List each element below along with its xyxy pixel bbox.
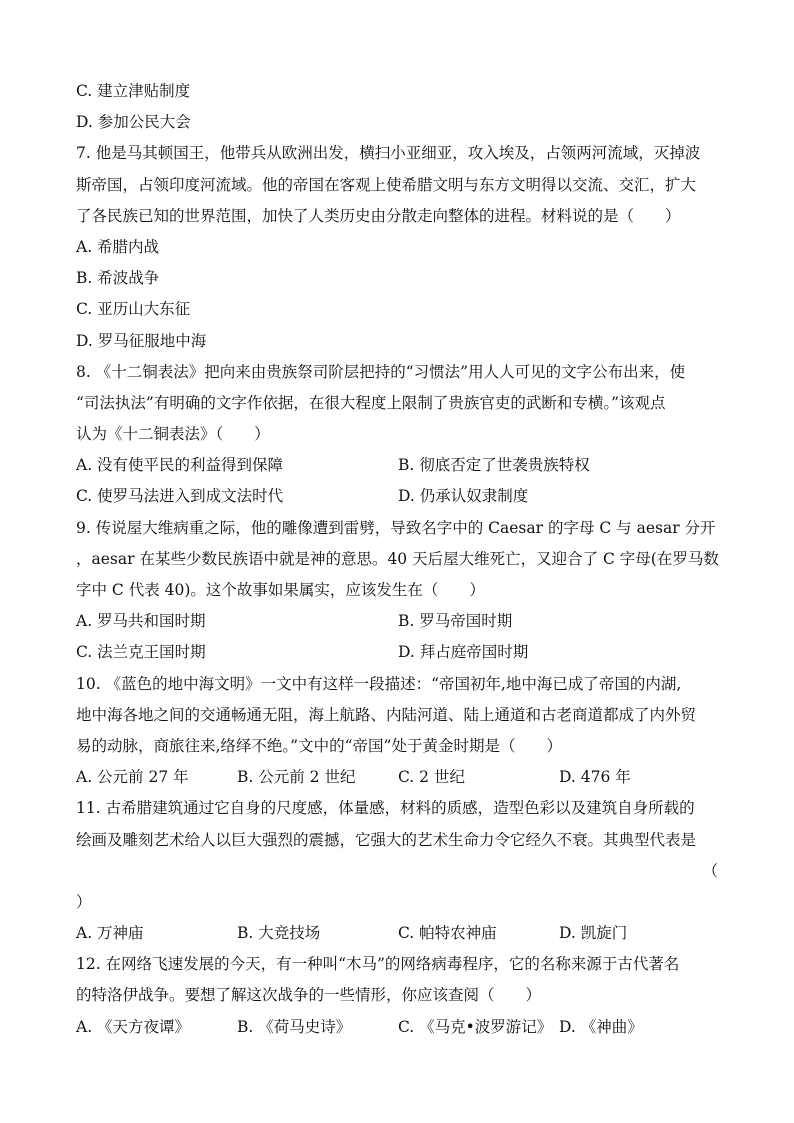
question-11: [76, 793, 718, 949]
q8-options-row: [76, 481, 718, 512]
q10-stem-line: 10. 《蓝色的地中海文明》一文中有这样一段描述：“帝国初年,地中海已成了帝国的内湖,: [76, 674, 682, 693]
question-8: [76, 357, 718, 513]
q11-answer-paren-open: （: [702, 861, 718, 880]
question-12: [76, 949, 718, 1043]
q10-option-a: A. 公元前 27 年: [76, 768, 189, 787]
q10-option-d: D. 476 年: [559, 768, 631, 787]
q10-stem-line: 易的动脉，商旅往来,络绎不绝。”文中的“帝国”处于黄金时期是（ ）: [76, 736, 562, 755]
q8-stem-line: “司法执法”有明确的文字作依据，在很大程度上限制了贵族官吏的武断和专横。”该观点: [76, 393, 666, 412]
q7-option-d: D. 罗马征服地中海: [76, 331, 207, 350]
q12-options-row: [76, 1012, 718, 1043]
question-7: [76, 138, 718, 356]
q9-option-c: C. 法兰克王国时期: [76, 643, 206, 662]
q8-stem-line: 认为《十二铜表法》（ ）: [76, 425, 270, 444]
q7-option-b: B. 希波战争: [76, 269, 160, 288]
q10-option-c: C. 2 世纪: [398, 768, 465, 787]
q9-stem-line: ，aesar 在某些少数民族语中就是神的意思。40 天后屋大维死亡，又迎合了 C 字母(在罗马数: [76, 549, 719, 568]
q8-option-d: D. 仍承认奴隶制度: [398, 487, 529, 506]
q12-option-b: B. 《荷马史诗》: [237, 1017, 352, 1036]
exam-page: [76, 76, 718, 1043]
q7-option-c: C. 亚历山大东征: [76, 300, 191, 319]
q7-stem-line: 斯帝国，占领印度河流域。他的帝国在客观上使希腊文明与东方文明得以交流、交汇，扩大: [76, 175, 697, 194]
question-9: [76, 513, 718, 669]
q9-option-a: A. 罗马共和国时期: [76, 612, 206, 631]
q10-stem-line: 地中海各地之间的交通畅通无阻，海上航路、内陆河道、陆上通道和古老商道都成了内外贸: [76, 705, 697, 724]
q10-option-b: B. 公元前 2 世纪: [237, 768, 356, 787]
q12-option-c: C. 《马克•波罗游记》: [398, 1017, 553, 1036]
q12-option-a: A. 《天方夜谭》: [76, 1017, 191, 1036]
q8-option-b: B. 彻底否定了世袭贵族特权: [398, 456, 590, 475]
q7-stem-line: 了各民族已知的世界范围，加快了人类历史由分散走向整体的进程。材料说的是（ ）: [76, 206, 681, 225]
q9-stem-line: 9. 传说屋大维病重之际，他的雕像遭到雷劈，导致名字中的 Caesar 的字母 C 与 aesar 分开: [76, 518, 716, 537]
q9-options-row: [76, 606, 718, 637]
q9-stem-line: 字中 C 代表 40)。这个故事如果属实，应该发生在（ ）: [76, 581, 485, 599]
q6-option-d: D. 参加公民大会: [76, 113, 191, 132]
q8-option-c: C. 使罗马法进入到成文法时代: [76, 487, 284, 506]
q12-option-d: D. 《神曲》: [559, 1017, 643, 1036]
question-10: [76, 669, 718, 794]
q12-stem-line: 12. 在网络飞速发展的今天，有一种叫“木马”的网络病毒程序，它的名称来源于古代著名: [76, 955, 680, 974]
q6-option-c: C. 建立津贴制度: [76, 82, 191, 100]
q11-option-c: C. 帕特农神庙: [398, 924, 497, 943]
q8-options-row: [76, 450, 718, 481]
q11-option-a: A. 万神庙: [76, 924, 144, 943]
q8-stem-line: 8. 《十二铜表法》把向来由贵族祭司阶层把持的“习惯法”用人人可见的文字公布出来，使: [76, 362, 686, 381]
q11-option-d: D. 凯旋门: [559, 924, 628, 943]
q10-options-row: [76, 762, 718, 793]
q11-stem-line: 绘画及雕刻艺术给人以巨大强烈的震撼，它强大的艺术生命力令它经久不衰。其典型代表是: [76, 830, 697, 849]
q11-stem-line: 11. 古希腊建筑通过它自身的尺度感，体量感，材料的质感，造型色彩以及建筑自身所载的: [76, 799, 695, 818]
q12-stem-line: 的特洛伊战争。要想了解这次战争的一些情形，你应该查阅（ ）: [76, 986, 542, 1005]
q9-options-row: [76, 637, 718, 668]
q8-option-a: A. 没有使平民的利益得到保障: [76, 456, 284, 475]
q11-option-b: B. 大竞技场: [237, 924, 321, 943]
q7-option-a: A. 希腊内战: [76, 237, 160, 256]
q9-option-b: B. 罗马帝国时期: [398, 612, 513, 631]
q9-option-d: D. 拜占庭帝国时期: [398, 643, 529, 662]
q11-answer-paren-close: ）: [76, 892, 92, 911]
q7-stem-line: 7. 他是马其顿国王，他带兵从欧洲出发，横扫小亚细亚，攻入埃及，占领两河流域，灭掉波: [76, 144, 701, 163]
q11-options-row: [76, 918, 718, 949]
